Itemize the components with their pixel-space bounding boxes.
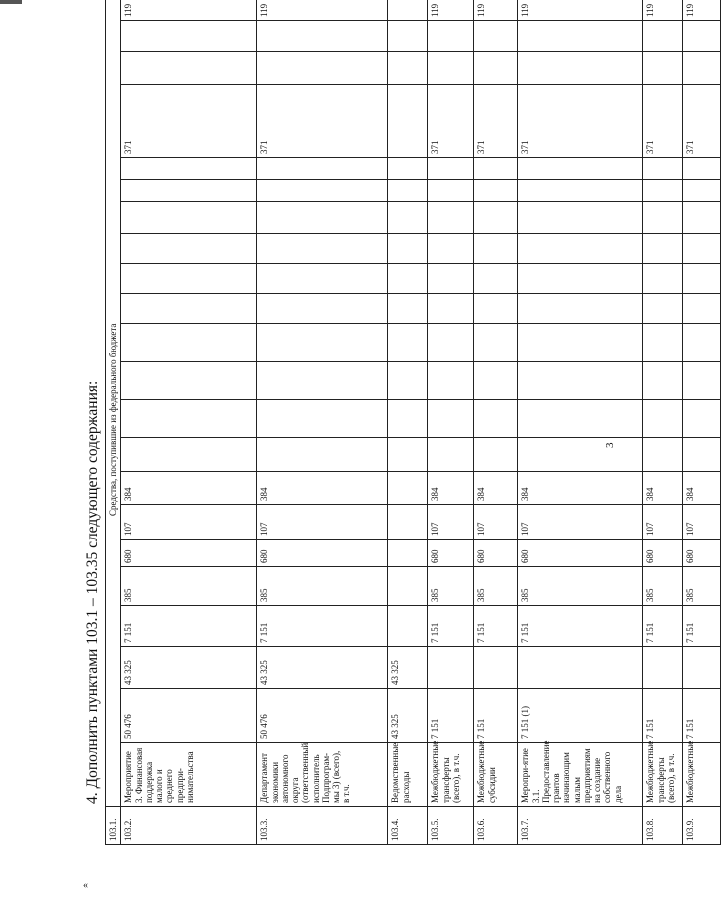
value-cell: 7 151 <box>643 606 683 647</box>
value-cell <box>388 362 428 400</box>
scan-artifact <box>0 0 22 4</box>
row-code-cell: 103.6. <box>474 807 518 845</box>
table-row <box>257 0 388 845</box>
value-cell: 385 <box>683 567 721 606</box>
value-cell <box>683 234 721 264</box>
value-cell <box>683 294 721 324</box>
value-cell <box>474 647 518 689</box>
value-cell <box>428 400 474 438</box>
value-cell <box>257 21 388 52</box>
value-cell <box>474 202 518 234</box>
value-cell: 371 <box>518 85 643 158</box>
value-cell <box>683 647 721 689</box>
value-cell: 50 476 <box>121 689 257 743</box>
value-cell: 371 <box>257 85 388 158</box>
value-cell: 7 151 <box>428 606 474 647</box>
value-cell: 384 <box>474 472 518 505</box>
value-cell <box>518 264 643 294</box>
row-name-cell: Мероприятие 3. Финансовая поддержка малого и среднего предпри-нимательства <box>121 743 257 807</box>
value-cell <box>388 85 428 158</box>
value-cell: 384 <box>121 472 257 505</box>
value-cell: 384 <box>683 472 721 505</box>
value-cell: 119 <box>643 0 683 21</box>
amendment-instruction: 4. Дополнить пунктами 103.1 – 103.35 следующего содержания: <box>84 380 101 804</box>
value-cell <box>518 21 643 52</box>
value-cell <box>388 158 428 180</box>
value-cell <box>121 158 257 180</box>
value-cell <box>121 294 257 324</box>
value-cell <box>518 52 643 85</box>
value-cell: 384 <box>643 472 683 505</box>
value-cell <box>683 324 721 362</box>
value-cell <box>518 234 643 264</box>
value-cell: 385 <box>121 567 257 606</box>
value-cell <box>474 21 518 52</box>
value-cell: 680 <box>474 540 518 567</box>
value-cell: 107 <box>518 505 643 540</box>
value-cell: 7 151 <box>683 689 721 743</box>
value-cell <box>388 294 428 324</box>
row-code-cell: 103.1. <box>106 807 121 845</box>
value-cell <box>474 234 518 264</box>
value-cell <box>643 438 683 472</box>
value-cell: 107 <box>643 505 683 540</box>
row-code-cell: 103.5. <box>428 807 474 845</box>
value-cell <box>683 202 721 234</box>
value-cell: 371 <box>474 85 518 158</box>
value-cell <box>428 158 474 180</box>
value-cell: 384 <box>518 472 643 505</box>
value-cell <box>474 158 518 180</box>
value-cell <box>388 202 428 234</box>
row-name-cell: Ведомственные расходы <box>388 743 428 807</box>
value-cell <box>683 180 721 202</box>
value-cell <box>428 362 474 400</box>
value-cell: 43 325 <box>257 647 388 689</box>
value-cell <box>474 294 518 324</box>
value-cell <box>121 362 257 400</box>
value-cell <box>388 21 428 52</box>
row-name-cell: Департамент экономики автономного округа (ответственный исполнитель Подпрограм-мы 3) (всего), в т.ч. <box>257 743 388 807</box>
value-cell: 7 151 <box>643 689 683 743</box>
value-cell: 680 <box>257 540 388 567</box>
value-cell: 119 <box>428 0 474 21</box>
value-cell: 371 <box>428 85 474 158</box>
value-cell <box>428 324 474 362</box>
row-code-cell: 103.3. <box>257 807 388 845</box>
value-cell <box>388 264 428 294</box>
value-cell <box>388 324 428 362</box>
value-cell: 107 <box>474 505 518 540</box>
value-cell: 7 151 <box>428 689 474 743</box>
value-cell <box>643 294 683 324</box>
value-cell <box>388 505 428 540</box>
value-cell <box>643 362 683 400</box>
value-cell: 385 <box>428 567 474 606</box>
value-cell <box>428 180 474 202</box>
table-body <box>106 0 721 845</box>
value-cell: 680 <box>518 540 643 567</box>
table-row <box>474 0 518 845</box>
value-cell <box>683 400 721 438</box>
value-cell: 119 <box>518 0 643 21</box>
value-cell <box>683 21 721 52</box>
value-cell <box>388 0 428 21</box>
value-cell: 119 <box>683 0 721 21</box>
value-cell: 7 151 <box>121 606 257 647</box>
value-cell <box>683 264 721 294</box>
budget-table <box>105 0 721 845</box>
value-cell <box>257 294 388 324</box>
value-cell <box>257 400 388 438</box>
value-cell <box>428 202 474 234</box>
value-cell: 107 <box>428 505 474 540</box>
value-cell <box>518 324 643 362</box>
value-cell <box>257 52 388 85</box>
value-cell: 680 <box>683 540 721 567</box>
value-cell <box>518 158 643 180</box>
value-cell <box>428 21 474 52</box>
value-cell: 107 <box>121 505 257 540</box>
value-cell <box>518 294 643 324</box>
value-cell <box>518 438 643 472</box>
value-cell <box>683 438 721 472</box>
value-cell: 119 <box>474 0 518 21</box>
value-cell: 7 151 <box>474 689 518 743</box>
value-cell: 385 <box>518 567 643 606</box>
value-cell <box>474 180 518 202</box>
table-row <box>388 0 428 845</box>
table-row <box>683 0 721 845</box>
value-cell <box>121 438 257 472</box>
value-cell <box>388 400 428 438</box>
value-cell <box>474 400 518 438</box>
value-cell <box>388 540 428 567</box>
value-cell <box>643 202 683 234</box>
value-cell: 7 151 <box>474 606 518 647</box>
value-cell <box>518 202 643 234</box>
value-cell <box>643 400 683 438</box>
value-cell <box>428 438 474 472</box>
value-cell <box>683 52 721 85</box>
value-cell <box>518 180 643 202</box>
row-code-cell: 103.9. <box>683 807 721 845</box>
value-cell <box>643 647 683 689</box>
value-cell: 371 <box>643 85 683 158</box>
value-cell <box>257 438 388 472</box>
value-cell: 371 <box>121 85 257 158</box>
value-cell <box>121 52 257 85</box>
table-row <box>518 0 643 845</box>
value-cell: 43 325 <box>388 689 428 743</box>
value-cell <box>474 264 518 294</box>
value-cell <box>121 264 257 294</box>
value-cell: 680 <box>643 540 683 567</box>
value-cell <box>121 180 257 202</box>
value-cell <box>121 202 257 234</box>
value-cell: 119 <box>257 0 388 21</box>
value-cell: 384 <box>428 472 474 505</box>
value-cell <box>257 158 388 180</box>
row-name-cell: Межбюджетные трансферты (всего), в т.ч. <box>428 743 474 807</box>
value-cell <box>257 234 388 264</box>
value-cell <box>121 234 257 264</box>
value-cell <box>121 400 257 438</box>
value-cell <box>643 52 683 85</box>
value-cell <box>643 324 683 362</box>
value-cell <box>257 362 388 400</box>
value-cell <box>388 567 428 606</box>
value-cell <box>643 234 683 264</box>
row-name-cell: Межбюджетные трансферты (всего), в т.ч. <box>643 743 683 807</box>
value-cell: 7 151 <box>518 606 643 647</box>
row-name-cell: Межбюджетные субсидии <box>474 743 518 807</box>
value-cell <box>388 438 428 472</box>
table-row <box>428 0 474 845</box>
row-code-cell: 103.7. <box>518 807 643 845</box>
table-row <box>121 0 257 845</box>
value-cell <box>428 294 474 324</box>
value-cell <box>474 362 518 400</box>
value-cell <box>518 362 643 400</box>
value-cell: 680 <box>428 540 474 567</box>
value-cell <box>121 21 257 52</box>
page-number: 3 <box>604 442 616 448</box>
value-cell <box>257 180 388 202</box>
value-cell <box>388 234 428 264</box>
value-cell <box>428 234 474 264</box>
value-cell <box>474 324 518 362</box>
value-cell <box>388 180 428 202</box>
value-cell: 680 <box>121 540 257 567</box>
value-cell <box>428 264 474 294</box>
value-cell <box>683 158 721 180</box>
value-cell <box>643 158 683 180</box>
value-cell: 107 <box>683 505 721 540</box>
value-cell <box>518 647 643 689</box>
value-cell: 43 325 <box>388 647 428 689</box>
value-cell <box>643 21 683 52</box>
value-cell <box>257 324 388 362</box>
value-cell <box>428 52 474 85</box>
row-name-cell: Меропри-ятие 3.1. Предоставление грантов начинающим малым предприятиям на создание собственного дела <box>518 743 643 807</box>
value-cell <box>388 606 428 647</box>
budget-table-rotated <box>105 3 696 845</box>
table-row <box>106 0 121 845</box>
section-header-cell: Средства, поступившие из федерального бюджета <box>106 0 121 807</box>
value-cell: 7 151 <box>257 606 388 647</box>
value-cell: 107 <box>257 505 388 540</box>
value-cell: 385 <box>643 567 683 606</box>
value-cell: 119 <box>121 0 257 21</box>
value-cell: 50 476 <box>257 689 388 743</box>
value-cell <box>121 324 257 362</box>
value-cell: 371 <box>683 85 721 158</box>
value-cell: 43 325 <box>121 647 257 689</box>
row-code-cell: 103.2. <box>121 807 257 845</box>
table-row <box>643 0 683 845</box>
value-cell <box>474 52 518 85</box>
row-name-cell: Межбюджетные <box>683 743 721 807</box>
value-cell <box>518 400 643 438</box>
row-code-cell: 103.8. <box>643 807 683 845</box>
value-cell: 7 151 (1) <box>518 689 643 743</box>
value-cell: 385 <box>474 567 518 606</box>
row-code-cell: 103.4. <box>388 807 428 845</box>
value-cell <box>257 202 388 234</box>
value-cell: 384 <box>257 472 388 505</box>
value-cell <box>643 264 683 294</box>
value-cell <box>683 362 721 400</box>
value-cell: 7 151 <box>683 606 721 647</box>
value-cell <box>388 52 428 85</box>
value-cell <box>643 180 683 202</box>
value-cell <box>257 264 388 294</box>
value-cell <box>428 647 474 689</box>
value-cell <box>474 438 518 472</box>
quote-mark: « <box>83 880 88 891</box>
value-cell <box>388 472 428 505</box>
value-cell: 385 <box>257 567 388 606</box>
